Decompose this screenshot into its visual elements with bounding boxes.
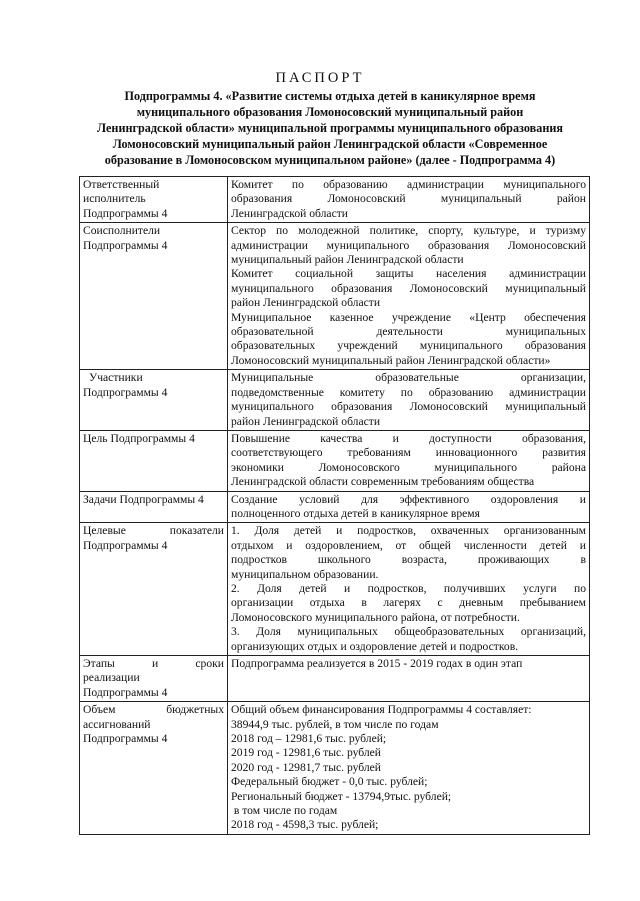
passport-table (79, 176, 590, 835)
row-label-cell (80, 491, 228, 523)
cell-line: 2018 год - 4598,3 тыс. рублей; (231, 818, 379, 832)
cell-line: соответствующего требованиям инновационного развития (231, 446, 586, 460)
cell-line: муниципального образования Ломоносовский муниципальный (231, 400, 586, 414)
cell-line: 38944,9 тыс. рублей, в том числе по годам (231, 717, 439, 731)
cell-line: Сектор по молодежной политике, спорту, культуре, и туризму (231, 224, 586, 238)
cell-line: подростков школьного возраста, проживающих в (231, 553, 586, 567)
row-label-cell (80, 523, 228, 656)
row-label-cell (80, 177, 228, 223)
row-value-cell (228, 430, 590, 491)
table-row (80, 656, 590, 702)
cell-line: экономики Ломоносовского муниципального района (231, 460, 586, 474)
cell-line: Подпрограмма реализуется в 2015 - 2019 годах в один этап (231, 657, 523, 670)
cell-line: Ломоносовский муниципальный район Ленинградской области» (231, 353, 551, 367)
cell-line: Подпрограммы 4 (83, 238, 168, 252)
subtitle-line: Подпрограммы 4. «Развитие системы отдыха детей в каникулярное время (124, 89, 536, 103)
cell-line: район Ленинградской области (231, 296, 381, 310)
row-label-cell (80, 370, 228, 431)
cell-line: Муниципальное казенное учреждение «Центр обеспечения (231, 310, 586, 324)
cell-line: 2019 год - 12981,6 тыс. рублей (231, 746, 381, 760)
cell-line: Этапы и сроки (83, 657, 224, 670)
cell-line: Общий объем финансирования Подпрограммы 4 составляет: (231, 703, 532, 717)
cell-line: Подпрограммы 4 (83, 206, 168, 220)
subtitle-line: образование в Ломоносовском муниципальном районе» (далее - Подпрограмма 4) (104, 153, 556, 167)
cell-line: Цель Подпрограммы 4 (83, 431, 195, 445)
row-value-cell (228, 523, 590, 656)
row-value-cell (228, 370, 590, 431)
cell-line: образовательной деятельности муниципальных (231, 325, 586, 339)
table-row (80, 702, 590, 835)
table-row (80, 370, 590, 431)
table-row (80, 430, 590, 491)
table-row (80, 491, 590, 523)
cell-line: ассигнований (83, 717, 151, 731)
cell-line: Подпрограммы 4 (83, 538, 168, 552)
cell-line: исполнитель (83, 192, 146, 206)
cell-line: подведомственные комитету по образованию администрации (231, 385, 586, 399)
cell-line: 2020 год - 12981,7 тыс. рублей (231, 760, 381, 774)
table-row (80, 177, 590, 223)
cell-line: Муниципальные образовательные организации, (231, 371, 586, 385)
row-value-cell (228, 491, 590, 523)
cell-line: Подпрограммы 4 (83, 685, 168, 699)
cell-line: Ленинградской области (231, 206, 348, 220)
table-row (80, 223, 590, 370)
row-label-cell (80, 430, 228, 491)
cell-line: район Ленинградской области (231, 414, 381, 428)
cell-line: Участники (89, 371, 143, 385)
cell-line: Региональный бюджет - 13794,9тыс. рублей; (231, 789, 452, 803)
document-title: ПАСПОРТ (275, 70, 365, 86)
cell-line: 2018 год – 12981,6 тыс. рублей; (231, 732, 387, 746)
cell-line: администрации муниципального образования Ломоносовский (231, 238, 586, 252)
cell-line: Создание условий для эффективного оздоровления и (231, 492, 586, 506)
cell-line: 3. Доля муниципальных общеобразовательных организаций, (231, 625, 586, 639)
subtitle-line: Ленинградской области» муниципальной программы муниципального образования (97, 121, 563, 135)
cell-line: муниципальном образовании. (231, 567, 379, 581)
cell-line: организующих отдых и оздоровление детей и подростков. (231, 639, 519, 653)
cell-line: организации отдыха в лагерях с дневным пребыванием (231, 596, 586, 610)
table-row (80, 523, 590, 656)
cell-line: в том числе по годам (231, 804, 338, 818)
row-value-cell (228, 223, 590, 370)
document-subtitle (75, 88, 585, 168)
cell-line: образовательных учреждений муниципального образования (231, 339, 586, 353)
cell-line: Задачи Подпрограммы 4 (83, 492, 204, 506)
row-label-cell (80, 656, 228, 702)
cell-line: Повышение качества и доступности образования, (231, 431, 586, 445)
cell-line: Целевые показатели (83, 524, 224, 538)
cell-line: Ответственный (83, 178, 160, 191)
cell-line: Объем бюджетных (83, 703, 224, 717)
cell-line: Подпрограммы 4 (83, 385, 168, 399)
subtitle-line: Ломоносовский муниципальный район Ленинградской области «Современное (112, 137, 548, 151)
cell-line: Комитет социальной защиты населения администрации (231, 267, 586, 281)
cell-line: 1. Доля детей и подростков, охваченных организованным (231, 524, 586, 538)
row-value-cell (228, 177, 590, 223)
cell-line: Ленинградской области современным требованиям общества (231, 475, 535, 489)
cell-line: муниципальный район Ленинградской области (231, 253, 464, 267)
cell-line: Федеральный бюджет - 0,0 тыс. рублей; (231, 775, 428, 789)
cell-line: Соисполнители (83, 224, 161, 238)
cell-line: полноценного отдыха детей в каникулярное время (231, 506, 480, 520)
cell-line: муниципального образования Ломоносовский муниципальный (231, 281, 586, 295)
row-label-cell (80, 702, 228, 835)
cell-line: Подпрограммы 4 (83, 732, 168, 746)
cell-line: Ломоносовского муниципального района, от потребности. (231, 610, 520, 624)
cell-line: Комитет по образованию администрации муниципального (231, 178, 586, 191)
row-value-cell (228, 702, 590, 835)
row-value-cell (228, 656, 590, 702)
cell-line: образования Ломоносовский муниципальный район (231, 192, 586, 206)
cell-line: реализации (83, 671, 140, 685)
cell-line: отдыхом и оздоровлением, от общей численности детей и (231, 538, 586, 552)
cell-line: 2. Доля детей и подростков, получивших услуги по (231, 581, 586, 595)
row-label-cell (80, 223, 228, 370)
subtitle-line: муниципального образования Ломоносовский муниципальный район (136, 105, 524, 119)
